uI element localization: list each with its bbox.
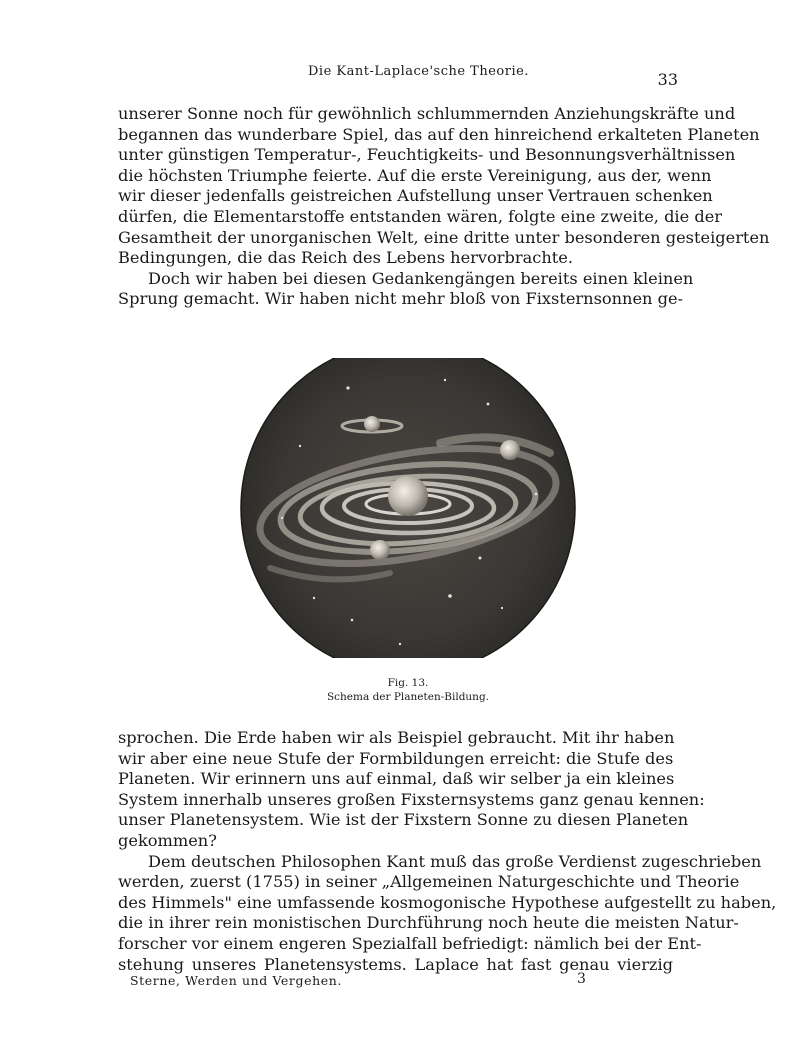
text-line: Doch wir haben bei diesen Gedankengängen bereits einen kleinen bbox=[148, 268, 694, 288]
text-line: wir dieser jedenfalls geistreichen Aufstellung unser Vertrauen schenken bbox=[118, 186, 713, 206]
text-line: Bedingungen, die das Reich des Lebens hervorbrachte. bbox=[118, 248, 574, 268]
body-text-top bbox=[118, 104, 770, 310]
text-line: des Himmels" eine umfassende kosmogonische Hypothese aufgestellt zu haben, bbox=[118, 892, 777, 912]
right-planet bbox=[500, 440, 520, 460]
page-number: 33 bbox=[657, 70, 678, 89]
central-sun bbox=[388, 476, 428, 516]
text-line: unser Planetensystem. Wie ist der Fixstern Sonne zu diesen Planeten bbox=[118, 810, 689, 830]
text-line: forscher vor einem engeren Spezialfall befriedigt: nämlich bei der Ent- bbox=[118, 933, 702, 953]
text-line: Sprung gemacht. Wir haben nicht mehr bloß von Fixsternsonnen ge- bbox=[118, 289, 684, 309]
page-footer bbox=[130, 973, 590, 993]
text-line: werden, zuerst (1755) in seiner „Allgemeinen Naturgeschichte und Theorie bbox=[118, 872, 740, 892]
text-line: die höchsten Triumphe feierte. Auf die erste Vereinigung, aus der, wenn bbox=[118, 165, 712, 185]
signature-title: Sterne, Werden und Vergehen. bbox=[130, 973, 342, 988]
text-line: gekommen? bbox=[118, 830, 217, 850]
page-header bbox=[118, 62, 678, 88]
running-title: Die Kant-Laplace'sche Theorie. bbox=[308, 64, 529, 79]
body-text-bottom bbox=[118, 728, 777, 975]
text-line: Gesamtheit der unorganischen Welt, eine dritte unter besonderen gesteigerten bbox=[118, 227, 770, 247]
text-line: Planeten. Wir erinnern uns auf einmal, daß wir selber ja ein kleines bbox=[118, 769, 675, 789]
nebula-engraving bbox=[240, 358, 576, 658]
lower-planet bbox=[370, 540, 390, 560]
text-line: dürfen, die Elementarstoffe entstanden wären, folgte eine zweite, die der bbox=[118, 206, 723, 226]
text-line: unserer Sonne noch für gewöhnlich schlummernden Anziehungskräfte und bbox=[118, 104, 736, 123]
figure-label: Fig. 13. bbox=[387, 677, 429, 689]
sheet-number: 3 bbox=[577, 971, 587, 987]
planet-formation-illustration bbox=[240, 358, 576, 658]
figure-title: Schema der Planeten-Bildung. bbox=[326, 691, 490, 703]
text-line: sprochen. Die Erde haben wir als Beispiel gebraucht. Mit ihr haben bbox=[118, 728, 675, 747]
text-line: System innerhalb unseres großen Fixsternsystems ganz genau kennen: bbox=[118, 789, 705, 809]
small-planet bbox=[364, 416, 380, 432]
figure-caption bbox=[240, 676, 576, 704]
text-line: unter günstigen Temperatur-, Feuchtigkeits- und Besonnungsverhältnissen bbox=[118, 145, 736, 165]
text-line: begannen das wunderbare Spiel, das auf den hinreichend erkalteten Planeten bbox=[118, 124, 760, 144]
text-line: stehung unseres Planetensystems. Laplace hat fast genau vierzig bbox=[118, 954, 673, 974]
text-line: die in ihrer rein monistischen Durchführung noch heute die meisten Natur- bbox=[118, 913, 739, 933]
text-line: Dem deutschen Philosophen Kant muß das große Verdienst zugeschrieben bbox=[148, 851, 762, 871]
text-line: wir aber eine neue Stufe der Formbildungen erreicht: die Stufe des bbox=[118, 748, 674, 768]
